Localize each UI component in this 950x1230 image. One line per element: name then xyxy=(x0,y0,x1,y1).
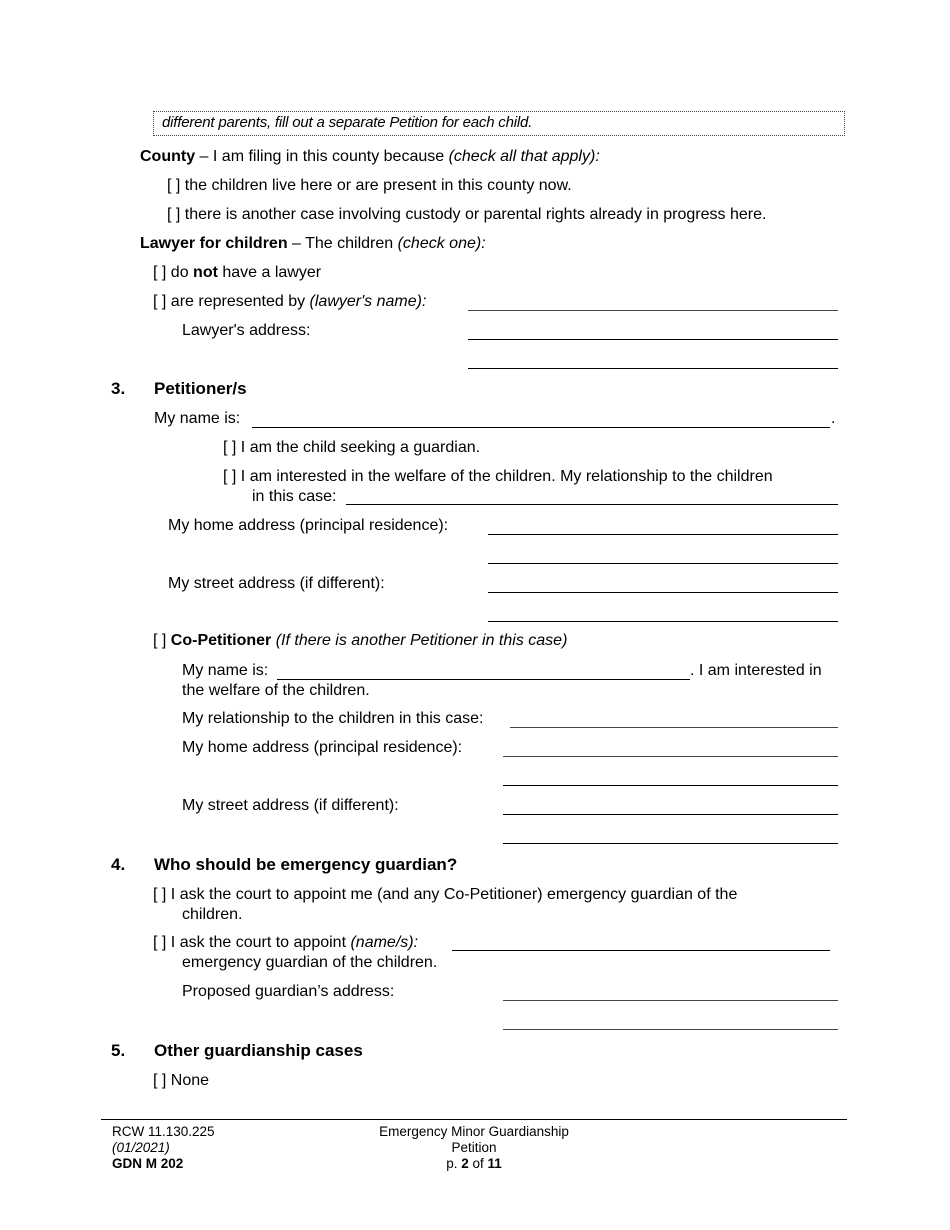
section-3-number: 3. xyxy=(111,379,126,398)
checkbox[interactable]: [ ] xyxy=(153,632,167,649)
other-cases-none-option[interactable]: [ ] None xyxy=(153,1072,210,1089)
instruction-note-text: different parents, fill out a separate Petition for each child. xyxy=(162,114,533,131)
co-petitioner-welfare-text: the welfare of the children. xyxy=(182,682,370,699)
footer-rcw: RCW 11.130.225 xyxy=(112,1124,215,1139)
co-petitioner-interested-text: . I am interested in xyxy=(690,662,822,679)
co-petitioner-name-field[interactable] xyxy=(277,679,690,680)
period: . xyxy=(831,410,836,427)
guardian-option-me[interactable]: [ ] I ask the court to appoint me (and any Co-Petitioner) emergency guardian of the xyxy=(153,886,738,903)
guardian-option-me-cont: children. xyxy=(182,906,243,923)
section-4-title: Who should be emergency guardian? xyxy=(154,855,458,874)
footer-page-number: p. 2 of 11 xyxy=(446,1156,502,1171)
petitioner-option-child[interactable]: [ ] I am the child seeking a guardian. xyxy=(223,439,481,456)
proposed-guardian-address-field-1[interactable] xyxy=(503,1000,838,1001)
lawyer-name-field[interactable] xyxy=(468,310,838,311)
county-heading: County – I am filing in this county because (check all that apply): xyxy=(140,148,600,165)
lawyer-option-none[interactable]: [ ] do not have a lawyer xyxy=(153,264,322,281)
relationship-label: in this case: xyxy=(252,488,337,505)
co-petitioner-street-label: My street address (if different): xyxy=(182,797,399,814)
relationship-field[interactable] xyxy=(346,504,838,505)
footer-form-number: GDN M 202 xyxy=(112,1156,184,1171)
guardian-option-named[interactable]: [ ] I ask the court to appoint (name/s): xyxy=(153,934,419,951)
footer-divider xyxy=(101,1119,847,1120)
home-address-field-2[interactable] xyxy=(488,563,838,564)
checkbox[interactable]: [ ] xyxy=(223,439,237,456)
lawyer-address-field-1[interactable] xyxy=(468,339,838,340)
checkbox[interactable]: [ ] xyxy=(167,206,181,223)
co-petitioner-home-field-2[interactable] xyxy=(503,785,838,786)
co-petitioner-relationship-label: My relationship to the children in this case: xyxy=(182,710,484,727)
petitioner-option-interested[interactable]: [ ] I am interested in the welfare of the children. My relationship to the children xyxy=(223,468,773,485)
checkbox[interactable]: [ ] xyxy=(153,886,167,903)
proposed-guardian-address-field-2[interactable] xyxy=(503,1029,838,1030)
petitioner-name-field[interactable] xyxy=(252,427,830,428)
section-3-title: Petitioner/s xyxy=(154,379,247,398)
co-petitioner-home-field-1[interactable] xyxy=(503,756,838,757)
footer-date: (01/2021) xyxy=(112,1140,170,1155)
section-4-number: 4. xyxy=(111,855,126,874)
footer-title-line2: Petition xyxy=(451,1140,497,1155)
section-5-number: 5. xyxy=(111,1041,126,1060)
lawyer-address-field-2[interactable] xyxy=(468,368,838,369)
county-option-other-case[interactable]: [ ] there is another case involving custody or parental rights already in progress here. xyxy=(167,206,767,223)
guardian-option-named-cont: emergency guardian of the children. xyxy=(182,954,438,971)
lawyer-heading: Lawyer for children – The children (check one): xyxy=(140,235,486,252)
home-address-label: My home address (principal residence): xyxy=(168,517,449,534)
home-address-field-1[interactable] xyxy=(488,534,838,535)
co-petitioner-relationship-field[interactable] xyxy=(510,727,838,728)
checkbox[interactable]: [ ] xyxy=(153,934,167,951)
guardian-name-field[interactable] xyxy=(452,950,830,951)
co-petitioner-street-field-1[interactable] xyxy=(503,814,838,815)
county-option-live-here[interactable]: [ ] the children live here or are present in this county now. xyxy=(167,177,572,194)
checkbox[interactable]: [ ] xyxy=(223,468,237,485)
co-petitioner-name-label: My name is: xyxy=(182,662,269,679)
street-address-label: My street address (if different): xyxy=(168,575,385,592)
co-petitioner-street-field-2[interactable] xyxy=(503,843,838,844)
checkbox[interactable]: [ ] xyxy=(167,177,181,194)
checkbox[interactable]: [ ] xyxy=(153,293,167,310)
footer-title-line1: Emergency Minor Guardianship xyxy=(379,1124,569,1139)
co-petitioner-home-label: My home address (principal residence): xyxy=(182,739,463,756)
instruction-note-box xyxy=(153,111,845,136)
street-address-field-1[interactable] xyxy=(488,592,838,593)
section-5-title: Other guardianship cases xyxy=(154,1041,363,1060)
proposed-guardian-address-label: Proposed guardian’s address: xyxy=(182,983,395,1000)
checkbox[interactable]: [ ] xyxy=(153,264,167,281)
petitioner-name-label: My name is: xyxy=(154,410,241,427)
street-address-field-2[interactable] xyxy=(488,621,838,622)
lawyer-option-represented[interactable]: [ ] are represented by (lawyer's name): xyxy=(153,293,427,310)
lawyer-address-label: Lawyer's address: xyxy=(182,322,311,339)
co-petitioner-option[interactable]: [ ] Co-Petitioner (If there is another Petitioner in this case) xyxy=(153,632,568,649)
